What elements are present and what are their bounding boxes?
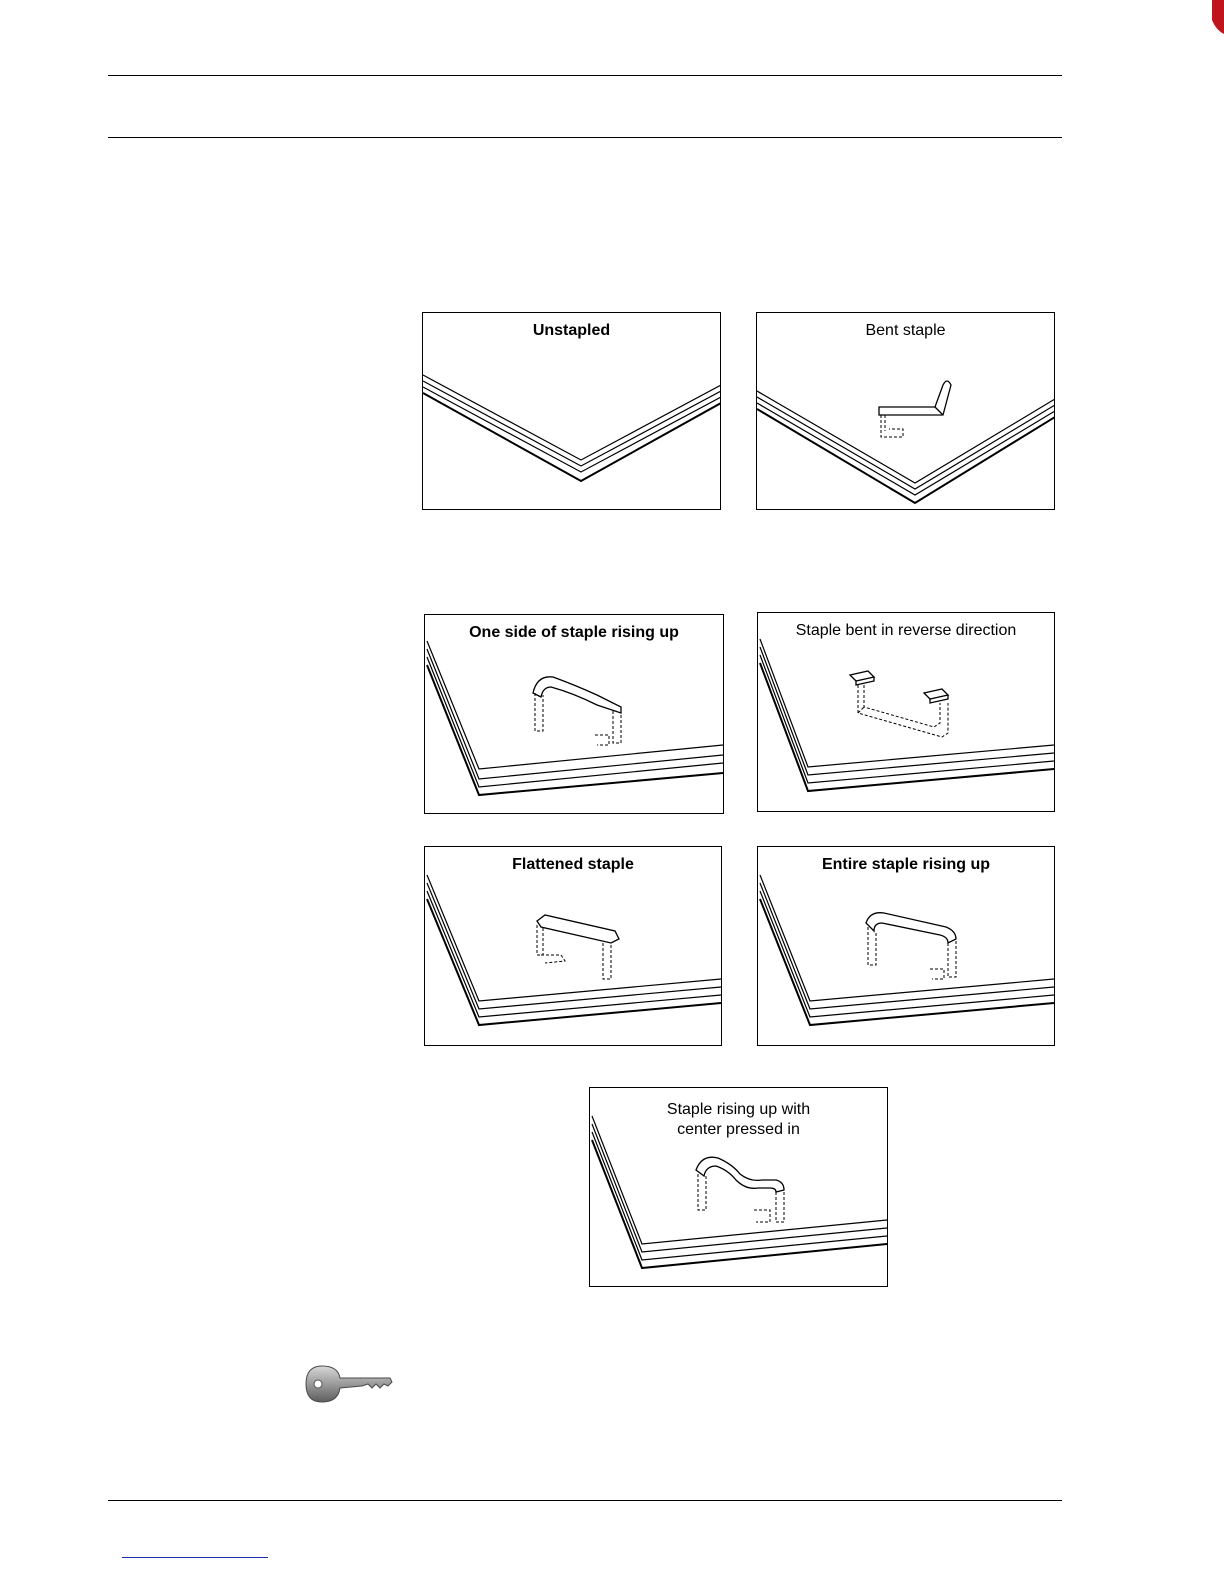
figure-caption: Entire staple rising up [821, 856, 991, 873]
figure-caption: Staple bent in reverse direction [795, 622, 1017, 639]
figure-caption: Bent staple [865, 322, 946, 339]
figure-reverse-bent [757, 612, 1055, 812]
figure-caption-line: Staple rising up with [666, 1101, 811, 1118]
figure-caption-block [590, 1100, 887, 1140]
figure-caption-line: center pressed in [677, 1121, 800, 1138]
figure-caption: Unstapled [532, 322, 611, 339]
header-rule-bottom [108, 137, 1062, 138]
figure-caption: One side of staple rising up [469, 624, 679, 641]
corner-mark [1208, 0, 1224, 34]
footer-link-underline[interactable] [122, 1557, 268, 1558]
figure-caption: Flattened staple [512, 856, 634, 873]
figure-entire-rising [757, 846, 1055, 1046]
figure-center-pressed [589, 1087, 888, 1287]
figure-one-side-rising [424, 614, 724, 814]
figure-unstapled [422, 312, 721, 510]
figure-bent-staple [756, 312, 1055, 510]
header-rule-top [108, 75, 1062, 76]
figure-flattened [424, 846, 722, 1046]
footer-rule [108, 1500, 1062, 1501]
key-icon [304, 1360, 394, 1408]
